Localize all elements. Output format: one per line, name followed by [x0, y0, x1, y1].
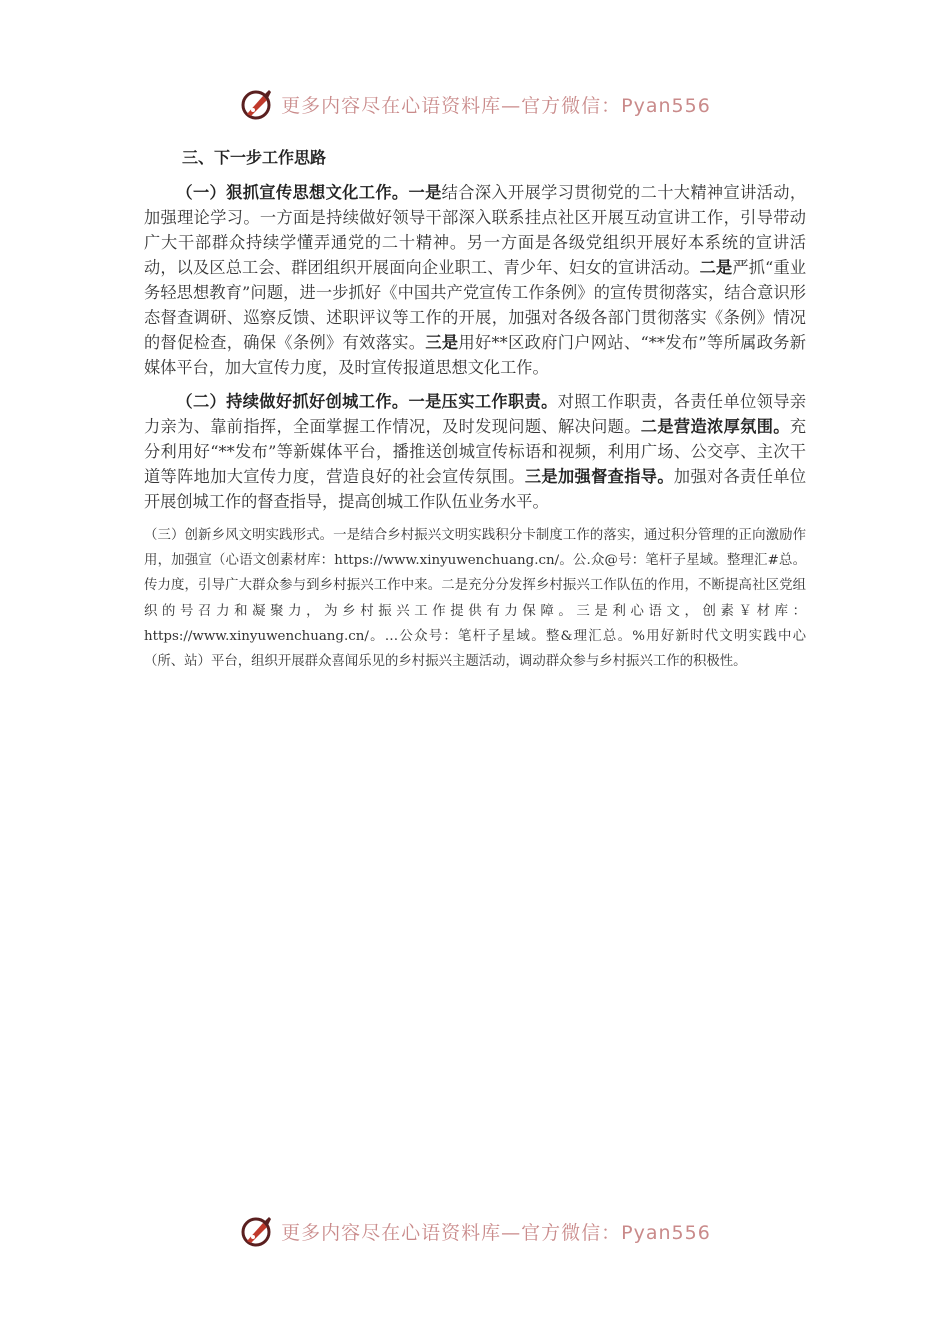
pen-nib-logo-icon — [239, 86, 275, 122]
footer-banner-text — [281, 1218, 711, 1245]
paragraph-civilized-city-s2-label: 二是营造浓厚氛围。 — [640, 417, 790, 436]
paragraph-civilized-city-s1-label: 一是压实工作职责。 — [408, 392, 558, 411]
paragraph-propaganda-s2: 严抓“重业务轻思想教育”问题，进一步抓好《中国共产党宣传工作条例》的宣传贯彻落实，结合意识形态督查调研、巡察反馈、述职评议等工作的开展，加强对各级各部门贯彻落实《条例》情况的督促检查，确保《条例》有效落实。 — [144, 258, 807, 352]
document-body — [144, 142, 806, 674]
paragraph-civilized-city-s3: 加强对各责任单位开展创城工作的督查指导，提高创城工作队伍业务水平。 — [144, 467, 807, 511]
paragraph-rural-civilization: （三）创新乡风文明实践形式。一是结合乡村振兴文明实践积分卡制度工作的落实，通过积分管理的正向激励作用，加强宣（心语文创素材库：https://www.xinyuwenchuang.cn/。公.众@号：笔杆子星域。整理汇#总。传力度，引导广大群众参与到乡村振兴工作中来。二是充分分发挥乡村振兴工作队伍的作用，不断提高社区党组织的号召力和凝聚力，为乡村振兴工作提供有力保障。三是利心语文，创素￥材库：https://www.xinyuwenchuang.cn/。…公众号：笔杆子星域。整&理汇总。%用好新时代文明实践中心（所、站）平台，组织开展群众喜闻乐见的乡村振兴主题活动，调动群众参与乡村振兴工作的积极性。 — [144, 528, 806, 670]
footer-banner-inner — [239, 1213, 711, 1249]
paragraph-civilized-city-s2: 充分利用好“**发布”等新媒体平台，播推送创城宣传标语和视频，利用广场、公交亭、主次干道等阵地加大宣传力度，营造良好的社会宣传氛围。 — [144, 417, 807, 486]
paragraph-propaganda — [144, 180, 806, 380]
paragraph-propaganda-lead: （一）狠抓宣传思想文化工作。 — [176, 183, 409, 202]
header-banner-inner — [239, 86, 711, 122]
paragraph-civilized-city-s3-label: 三是加强督查指导。 — [524, 467, 674, 486]
paragraph-civilized-city-s1: 对照工作职责，各责任单位领导亲力亲为、靠前指挥，全面掌握工作情况，及时发现问题、解决问题。 — [144, 392, 807, 436]
paragraph-propaganda-s1: 结合深入开展学习贯彻党的二十大精神宣讲活动，加强理论学习。一方面是持续做好领导干部深入联系挂点社区开展互动宣讲工作，引导带动广大干部群众持续学懂弄通党的二十精神。另一方面是各级党组织开展好本系统的宣讲活动，以及区总工会、群团组织开展面向企业职工、青少年、妇女的宣讲活动。 — [144, 183, 807, 277]
paragraph-civilized-city — [144, 389, 806, 514]
paragraph-propaganda-s1-label: 一是 — [408, 183, 442, 202]
section-heading: 三、下一步工作思路 — [182, 148, 327, 167]
footer-wechat-id: Pyan556 — [621, 1221, 711, 1244]
paragraph-propaganda-s3: 用好**区政府门户网站、“**发布”等所属政务新媒体平台，加大宣传力度，及时宣传报道思想文化工作。 — [144, 333, 806, 377]
header-banner-text — [281, 91, 711, 118]
footer-banner — [0, 1211, 950, 1251]
paragraph-propaganda-s2-label: 二是 — [699, 258, 733, 277]
header-wechat-id: Pyan556 — [621, 94, 711, 117]
paragraph-civilized-city-lead: （二）持续做好抓好创城工作。 — [176, 392, 409, 411]
paragraph-propaganda-s3-label: 三是 — [425, 333, 459, 352]
header-banner-label: 更多内容尽在心语资料库—官方微信： — [281, 94, 622, 117]
pen-nib-logo-icon — [239, 1213, 275, 1249]
footer-banner-label: 更多内容尽在心语资料库—官方微信： — [281, 1221, 622, 1244]
header-banner — [0, 84, 950, 124]
